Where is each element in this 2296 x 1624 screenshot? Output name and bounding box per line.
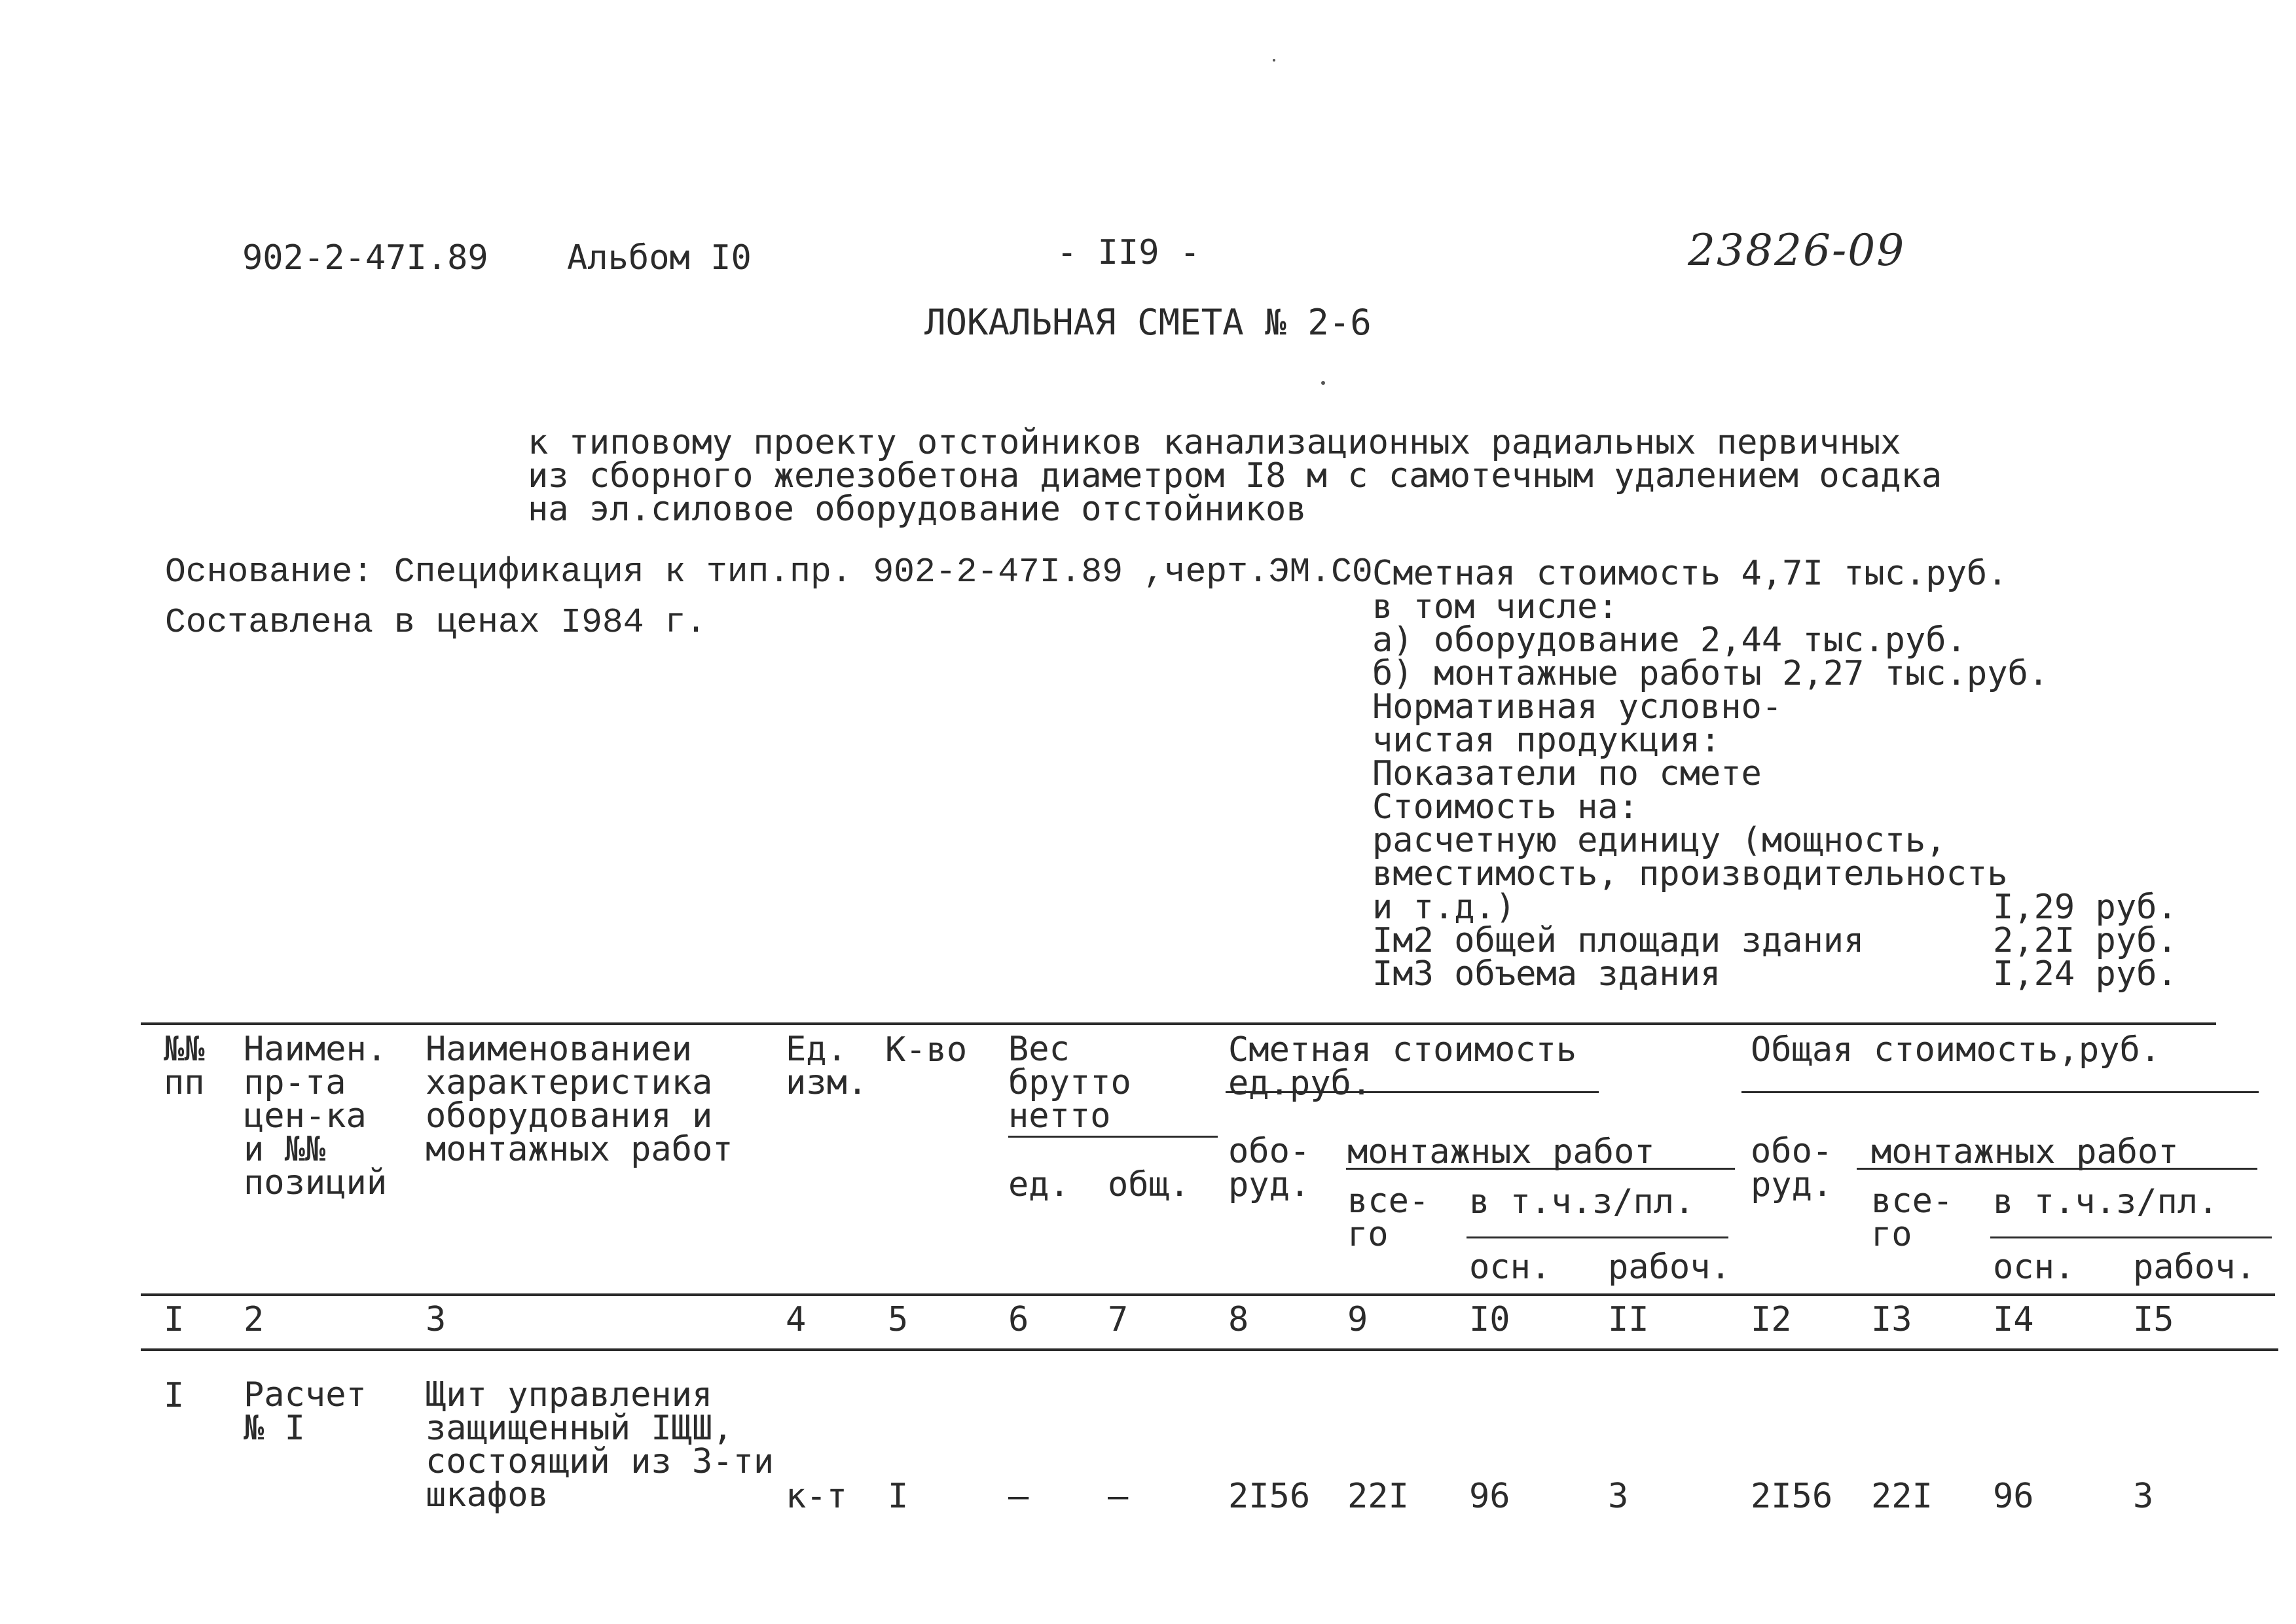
row-main: 96 — [1469, 1477, 1510, 1516]
numbers-bottom-rule — [141, 1348, 2278, 1351]
summary-unit-1: расчетную единицу (мощность, — [1372, 821, 1946, 860]
col-number: 2 — [244, 1300, 264, 1339]
header-qty: К-во — [885, 1030, 968, 1070]
header-weight: Вес брутто нетто — [1008, 1030, 1131, 1136]
basis-line: Основание: Спецификация к тип.пр. 902-2-47I.89 ,черт.ЭМ.С0 — [165, 552, 1373, 592]
header-unit: Ед. изм. — [786, 1030, 868, 1102]
page-title: ЛОКАЛЬНАЯ СМЕТА № 2-6 — [924, 302, 1372, 343]
header-est-unit: ед.руб. — [1228, 1064, 1372, 1103]
header-est-cost: Сметная стоимость — [1228, 1030, 1577, 1070]
row-main-2: 96 — [1993, 1477, 2034, 1516]
col-number: I4 — [1993, 1300, 2034, 1339]
summary-volume-value: I,24 руб. — [1993, 954, 2178, 994]
incl-rule — [1467, 1236, 1728, 1238]
summary-area-value: 2,2I руб. — [1993, 921, 2178, 960]
header-price-code: Наимен. пр-та цен-ка и №№ позиций — [244, 1030, 388, 1202]
header-mount-incl: в т.ч.з/пл. — [1469, 1182, 1695, 1221]
col-number: 5 — [888, 1300, 909, 1339]
row-name: Щит управления защищенный IЩШ, состоящий из 3-ти шкафов — [426, 1375, 774, 1515]
header-equipment: обо- руд. — [1228, 1132, 1311, 1204]
album-number: Альбом I0 — [567, 238, 752, 278]
header-mount-total: все- го — [1347, 1182, 1430, 1254]
header-equipment-2: обо- руд. — [1751, 1132, 1833, 1204]
subtitle-line-3: на эл.силовое оборудование отстойников — [528, 490, 1307, 529]
row-equipment-2: 2I56 — [1751, 1477, 1833, 1516]
summary-equipment: а) оборудование 2,44 тыс.руб. — [1372, 621, 1967, 660]
row-mount-total: 22I — [1347, 1477, 1409, 1516]
summary-unit-2: вместимость, производительность — [1372, 854, 2008, 893]
header-weight-unit: ед. — [1008, 1165, 1070, 1204]
summary-volume: Iм3 объема здания — [1372, 954, 1721, 994]
summary-cost-on: Стоимость на: — [1372, 787, 1639, 827]
page-number: - II9 - — [1057, 233, 1201, 272]
row-work: 3 — [1608, 1477, 1629, 1516]
speck — [1273, 59, 1275, 62]
col-number: 9 — [1347, 1300, 1368, 1339]
header-main-2: осн. — [1993, 1248, 2075, 1287]
header-mount-incl-2: в т.ч.з/пл. — [1993, 1182, 2219, 1221]
weight-rule — [1008, 1136, 1218, 1138]
col-number: 3 — [426, 1300, 446, 1339]
col-number: I3 — [1871, 1300, 1912, 1339]
subtitle-line-2: из сборного железобетона диаметром I8 м с самотечным удалением осадка — [528, 456, 1942, 496]
summary-installation: б) монтажные работы 2,27 тыс.руб. — [1372, 654, 2049, 693]
row-price-code: Расчет № I — [244, 1375, 367, 1448]
header-work: рабоч. — [1608, 1248, 1731, 1287]
table-top-rule — [141, 1022, 2216, 1025]
header-mounting: монтажных работ — [1347, 1132, 1655, 1172]
row-unit: к-т — [786, 1477, 847, 1516]
col-number: 6 — [1008, 1300, 1029, 1339]
summary-indicators: Показатели по смете — [1372, 754, 1762, 793]
header-mounting-2: монтажных работ — [1871, 1132, 2179, 1172]
summary-norm-1: Нормативная условно- — [1372, 687, 1783, 727]
col-number: 8 — [1228, 1300, 1249, 1339]
col-number: 7 — [1108, 1300, 1129, 1339]
header-main: осн. — [1469, 1248, 1552, 1287]
col-number: I2 — [1751, 1300, 1792, 1339]
header-gen-cost: Общая стоимость,руб. — [1751, 1030, 2161, 1070]
col-number: I — [164, 1300, 185, 1339]
header-weight-total: общ. — [1108, 1165, 1190, 1204]
row-qty: I — [888, 1477, 909, 1516]
header-work-2: рабоч. — [2133, 1248, 2256, 1287]
document-code: 902-2-47I.89 — [242, 238, 488, 278]
archive-stamp: 23826-09 — [1688, 225, 1906, 276]
header-num: №№ пп — [164, 1030, 205, 1102]
row-weight-unit: – — [1008, 1477, 1029, 1516]
prices-line: Составлена в ценах I984 г. — [165, 603, 706, 642]
header-bottom-rule — [141, 1293, 2275, 1296]
row-equipment: 2I56 — [1228, 1477, 1311, 1516]
col-number: II — [1608, 1300, 1649, 1339]
summary-norm-2: чистая продукция: — [1372, 721, 1721, 760]
col-number: I0 — [1469, 1300, 1510, 1339]
summary-unit-value: I,29 руб. — [1993, 888, 2178, 927]
col-number: 4 — [786, 1300, 807, 1339]
gen-cost-rule — [1741, 1091, 2259, 1093]
incl-rule-2 — [1990, 1236, 2272, 1238]
row-weight-total: – — [1108, 1477, 1129, 1516]
subtitle-line-1: к типовому проекту отстойников канализационных радиальных первичных — [528, 423, 1901, 462]
summary-unit-3: и т.д.) — [1372, 888, 1516, 927]
row-work-2: 3 — [2133, 1477, 2154, 1516]
col-number: I5 — [2133, 1300, 2174, 1339]
summary-area: Iм2 общей площади здания — [1372, 921, 1865, 960]
header-mount-total-2: все- го — [1871, 1182, 1954, 1254]
speck — [1321, 381, 1325, 385]
summary-incl: в том числе: — [1372, 587, 1618, 626]
row-num: I — [164, 1376, 185, 1415]
header-name: Наименованиеи характеристика оборудования и монтажных работ — [426, 1030, 733, 1169]
row-mount-total-2: 22I — [1871, 1477, 1933, 1516]
summary-total: Сметная стоимость 4,7I тыс.руб. — [1372, 554, 2008, 593]
